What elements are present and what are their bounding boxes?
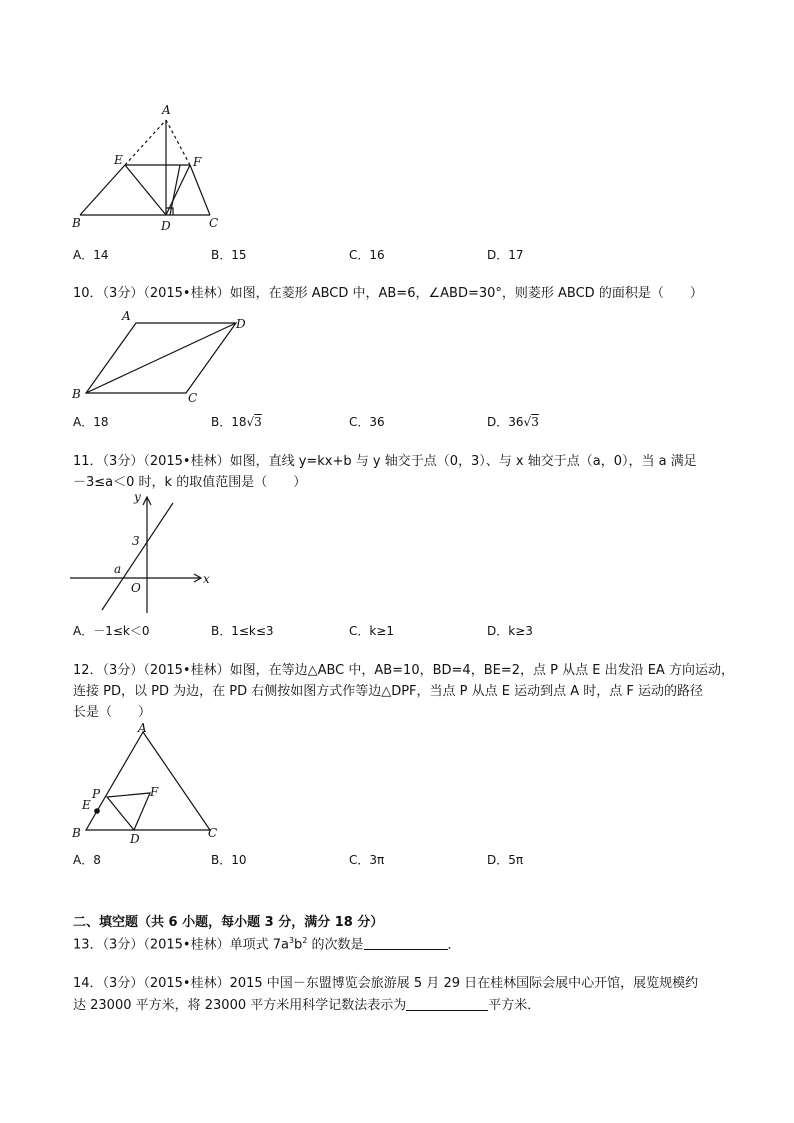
label-b: B: [72, 387, 81, 401]
q11-option-d[interactable]: D．k≥3: [487, 624, 533, 638]
dashed-ae: [125, 120, 166, 165]
q14-stem-line2: 达 23000 平方米，将 23000 平方米用科学记数法表示为 平方米．: [73, 998, 541, 1013]
q14-stem-line1: 14．（3分）（2015•桂林）2015 中国－东盟博览会旅游展 5 月 29 日在桂林国际会展中心开馆，展览规模约: [73, 976, 699, 991]
section-title-fill-in: 二、填空题（共 6 小题，每小题 3 分，满分 18 分）: [73, 915, 384, 930]
q11-stem-line1: 11．（3分）（2015•桂林）如图，直线 y=kx+b 与 y 轴交于点（0，3）、与 x 轴交于点（a，0），当 a 满足: [73, 454, 697, 469]
q12-option-a[interactable]: A．8: [73, 853, 101, 867]
label-c: C: [209, 216, 219, 230]
q12-figure: [70, 720, 230, 845]
label-f: F: [193, 155, 202, 169]
label-c: C: [188, 391, 198, 405]
q9-option-b[interactable]: B．15: [211, 248, 247, 262]
segment-cf: [190, 165, 210, 215]
q11-option-b[interactable]: B．1≤k≤3: [211, 624, 274, 638]
q10-option-a[interactable]: A．18: [73, 415, 109, 429]
label-three: 3: [132, 534, 140, 548]
q12-option-d[interactable]: D．5π: [487, 853, 524, 867]
label-a: A: [122, 309, 131, 323]
q12-stem-line3: 长是（ ）: [73, 705, 152, 720]
q9-option-c[interactable]: C．16: [349, 248, 385, 262]
label-c: C: [208, 826, 218, 840]
q13-answer-blank[interactable]: [364, 935, 448, 950]
label-d: D: [236, 317, 246, 331]
q11-stem-line2: －3≤a＜0 时，k 的取值范围是（ ）: [73, 475, 307, 490]
label-a: a: [114, 562, 122, 576]
q11-option-c[interactable]: C．k≥1: [349, 624, 395, 638]
q9-option-a[interactable]: A．14: [73, 248, 109, 262]
label-d: D: [161, 219, 171, 233]
sqrt-symbol: √3: [523, 415, 539, 429]
q9-figure: [70, 100, 230, 235]
label-d: D: [130, 832, 140, 846]
triangle-dpf: [107, 793, 150, 830]
segment-ed: [125, 165, 166, 215]
label-o: O: [131, 581, 141, 595]
label-a: A: [138, 721, 147, 735]
q11-option-a[interactable]: A．－1≤k＜0: [73, 624, 150, 638]
q12-stem-line2: 连接 PD，以 PD 为边，在 PD 右侧按如图方式作等边△DPF，当点 P 从点 E 运动到点 A 时，点 F 运动的路径: [73, 684, 704, 699]
q12-option-b[interactable]: B．10: [211, 853, 247, 867]
q10-option-d[interactable]: D．36√3: [487, 415, 539, 429]
label-y: y: [134, 490, 141, 504]
q9-option-d[interactable]: D．17: [487, 248, 524, 262]
triangle-abc: [86, 732, 210, 830]
q14-answer-blank[interactable]: [406, 996, 488, 1011]
label-a: A: [162, 103, 171, 117]
diagonal-bd: [86, 323, 236, 393]
dashed-af: [166, 120, 190, 165]
label-b: B: [72, 216, 81, 230]
label-b: B: [72, 826, 81, 840]
q10-stem: 10．（3分）（2015•桂林）如图，在菱形 ABCD 中，AB=6，∠ABD=30°，则菱形 ABCD 的面积是（ ）: [73, 286, 703, 301]
label-p: P: [92, 787, 101, 801]
label-e: E: [114, 153, 123, 167]
q11-figure: [70, 490, 220, 618]
label-x: x: [203, 572, 210, 586]
q12-option-c[interactable]: C．3π: [349, 853, 385, 867]
q10-figure: [70, 308, 270, 408]
q12-stem-line1: 12．（3分）（2015•桂林）如图，在等边△ABC 中，AB=10，BD=4，BE=2，点 P 从点 E 出发沿 EA 方向运动，: [73, 663, 734, 678]
segment-be: [80, 165, 125, 215]
q10-option-c[interactable]: C．36: [349, 415, 385, 429]
label-e: E: [82, 798, 91, 812]
q10-option-b[interactable]: B．18√3: [211, 415, 262, 429]
q13-stem: 13．（3分）（2015•桂林）单项式 $7a^3b^2$ 的次数是 ．: [73, 936, 461, 953]
sqrt-symbol: √3: [246, 415, 262, 429]
label-f: F: [150, 785, 159, 799]
point-e: [94, 808, 100, 814]
